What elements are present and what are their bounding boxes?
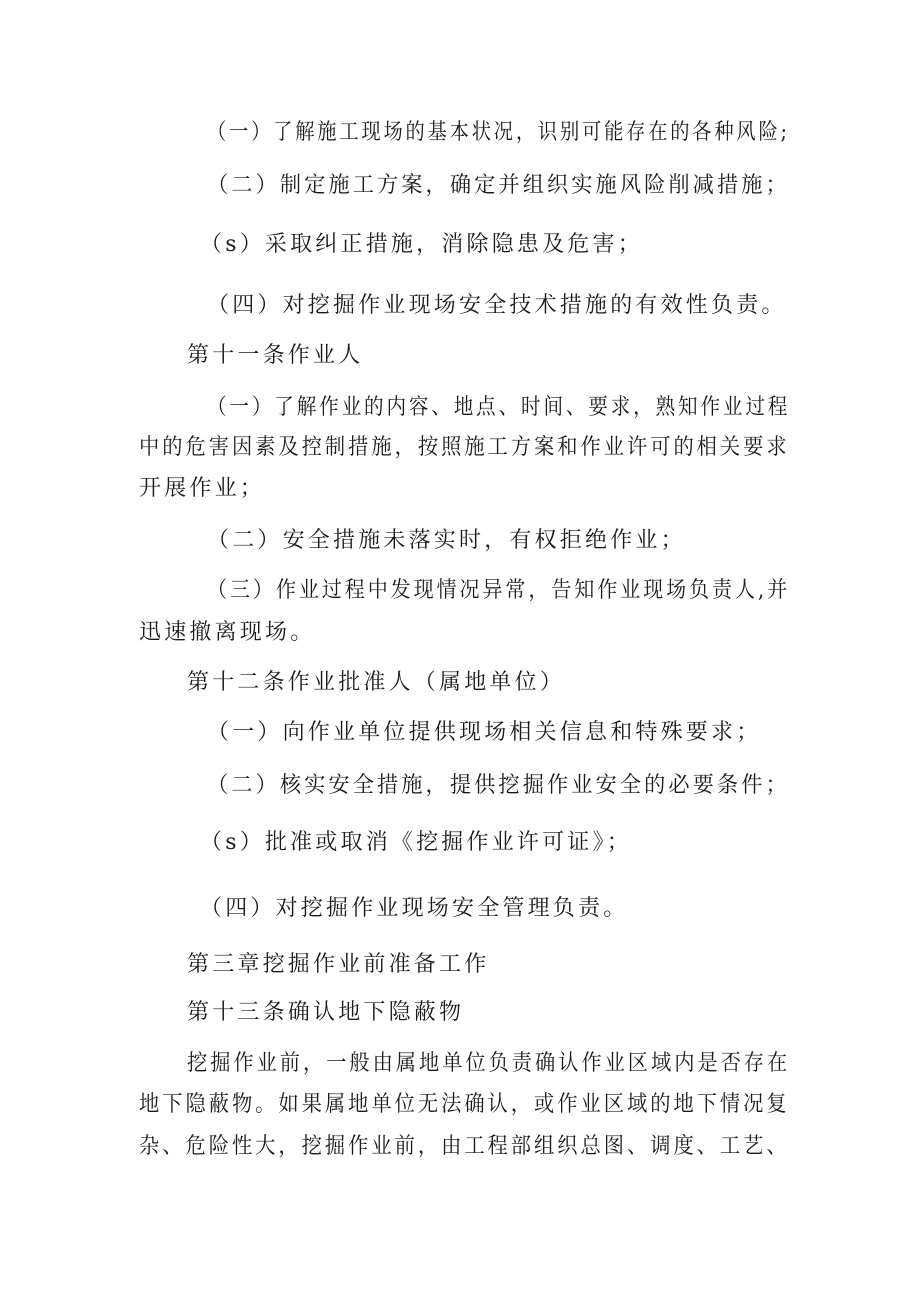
paragraph-line: （一）了解施工现场的基本状况，识别可能存在的各种风险;: [207, 120, 790, 145]
paragraph-line: （二）安全措施未落实时，有权拒绝作业；: [207, 528, 686, 553]
paragraph-line: （二）核实安全措施，提供挖掘作业安全的必要条件；: [207, 773, 790, 798]
paragraph-line: （s）采取纠正措施，消除隐患及危害；: [200, 232, 643, 257]
paragraph-line: 杂、危险性大，挖掘作业前，由工程部组织总图、调度、工艺、: [139, 1134, 790, 1159]
paragraph-line: 迅速撤离现场。: [139, 620, 316, 645]
paragraph-line: （四）对挖掘作业现场安全技术措施的有效性负责。: [207, 293, 787, 318]
paragraph-line: 地下隐蔽物。如果属地单位无法确认，或作业区域的地下情况复: [139, 1092, 790, 1117]
section-heading: 第十三条确认地下隐蔽物: [187, 1000, 465, 1025]
paragraph-line: 开展作业；: [139, 476, 266, 501]
section-heading: 第十二条作业批准人（属地单位）: [187, 670, 566, 695]
paragraph-line: （四）对挖掘作业现场安全管理负责。: [200, 896, 629, 921]
paragraph-line: （一）向作业单位提供现场相关信息和特殊要求；: [207, 720, 762, 745]
chapter-heading: 第三章挖掘作业前准备工作: [187, 952, 490, 977]
paragraph-line: （三）作业过程中发现情况异常，告知作业现场负责人,并: [207, 578, 791, 603]
section-heading: 第十一条作业人: [187, 343, 364, 368]
paragraph-line: 中的危害因素及控制措施，按照施工方案和作业许可的相关要求: [139, 435, 790, 460]
paragraph-line: 挖掘作业前，一般由属地单位负责确认作业区域内是否存在: [187, 1051, 791, 1076]
paragraph-line: （s）批准或取消《挖掘作业许可证》；: [200, 830, 632, 855]
paragraph-line: （二）制定施工方案，确定并组织实施风险削减措施；: [207, 173, 790, 198]
paragraph-line: （一）了解作业的内容、地点、时间、要求，熟知作业过程: [207, 395, 791, 420]
